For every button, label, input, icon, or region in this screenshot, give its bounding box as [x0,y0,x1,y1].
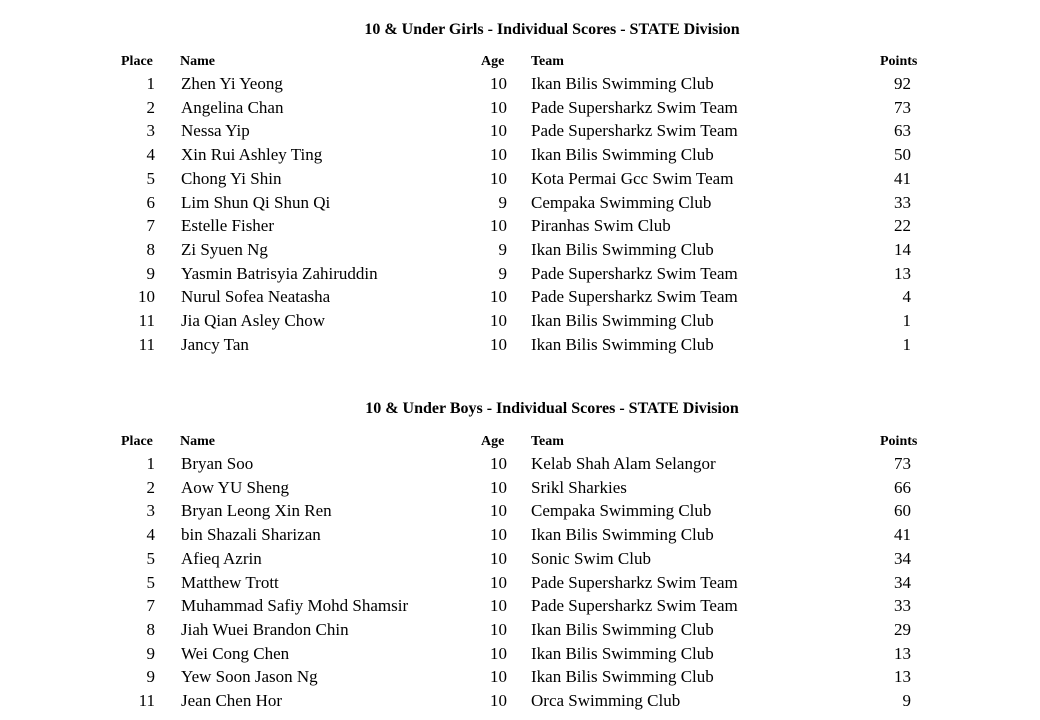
cell-name: Zi Syuen Ng [181,239,268,259]
cell-place: 7 [146,596,155,616]
cell-name: Bryan Leong Xin Ren [181,501,332,521]
cell-team: Ikan Bilis Swimming Club [531,667,714,687]
table-row [0,285,1040,309]
cell-points: 73 [894,97,911,117]
table-row [0,452,1040,476]
table-row [0,571,1040,595]
cell-team: Sonic Swim Club [531,548,651,568]
cell-name: Nurul Sofea Neatasha [181,287,331,307]
cell-name: Lim Shun Qi Shun Qi [181,192,331,212]
cell-points: 60 [894,501,911,521]
header-team: Team [531,434,564,449]
cell-age: 10 [490,477,507,497]
table-row [0,333,1040,357]
cell-place: 9 [146,643,155,663]
cell-points: 33 [894,192,911,212]
cell-team: Pade Supersharkz Swim Team [531,596,738,616]
cell-place: 3 [146,501,155,521]
header-place: Place [121,54,153,69]
table-row [0,238,1040,262]
cell-name: Aow YU Sheng [181,477,289,497]
cell-place: 1 [146,454,155,473]
cell-age: 10 [490,619,507,639]
table-row [0,96,1040,120]
cell-age: 10 [490,121,507,141]
cell-team: Cempaka Swimming Club [531,501,712,521]
cell-place: 2 [146,97,155,117]
cell-team: Kota Permai Gcc Swim Team [531,168,734,188]
table-row [0,72,1040,96]
cell-place: 9 [146,263,155,283]
cell-points: 13 [894,643,911,663]
section-title: 10 & Under Boys - Individual Scores - STATE Division [365,400,739,417]
cell-name: Yew Soon Jason Ng [181,667,318,687]
header-points: Points [880,434,918,449]
cell-points: 50 [894,145,911,165]
table-row [0,191,1040,215]
table-row [0,547,1040,571]
cell-points: 92 [894,74,911,93]
cell-place: 11 [138,334,155,354]
cell-age: 10 [490,287,507,307]
cell-points: 4 [902,287,911,307]
cell-team: Ikan Bilis Swimming Club [531,311,714,330]
cell-name: Wei Cong Chen [181,643,290,663]
cell-age: 10 [490,334,507,354]
header-name: Name [180,434,215,449]
cell-points: 34 [894,572,911,592]
cell-team: Kelab Shah Alam Selangor [531,454,716,473]
cell-team: Pade Supersharkz Swim Team [531,572,738,592]
cell-points: 14 [894,239,911,259]
cell-age: 9 [498,263,507,283]
header-age: Age [481,434,505,449]
cell-age: 10 [490,97,507,117]
cell-points: 34 [894,548,911,568]
header-age: Age [481,54,505,69]
cell-name: Bryan Soo [181,454,254,473]
cell-points: 33 [894,596,911,616]
cell-age: 10 [490,145,507,165]
table-row [0,523,1040,547]
cell-team: Cempaka Swimming Club [531,192,712,212]
cell-points: 66 [894,477,911,497]
header-team: Team [531,54,564,69]
cell-place: 5 [146,548,155,568]
table-row [0,262,1040,286]
cell-age: 10 [490,667,507,687]
cell-name: Jean Chen Hor [181,691,283,710]
cell-name: Matthew Trott [181,572,279,592]
table-row [0,642,1040,666]
cell-age: 10 [490,311,507,330]
cell-age: 10 [490,74,507,93]
table-row [0,618,1040,642]
cell-points: 63 [894,121,911,141]
table-row [0,119,1040,143]
cell-name: bin Shazali Sharizan [181,525,321,545]
cell-team: Pade Supersharkz Swim Team [531,287,738,307]
cell-age: 10 [490,643,507,663]
cell-name: Zhen Yi Yeong [181,74,283,93]
cell-name: Afieq Azrin [181,548,262,568]
table-row [0,689,1040,713]
cell-team: Ikan Bilis Swimming Club [531,239,714,259]
cell-age: 10 [490,691,507,710]
cell-name: Angelina Chan [181,97,284,117]
header-points: Points [880,54,918,69]
table-row [0,167,1040,191]
section-title: 10 & Under Girls - Individual Scores - STATE Division [364,21,740,38]
cell-age: 10 [490,548,507,568]
table-row [0,594,1040,618]
cell-age: 10 [490,454,507,473]
cell-points: 22 [894,216,911,236]
header-name: Name [180,54,215,69]
cell-place: 11 [138,311,155,330]
cell-age: 10 [490,501,507,521]
cell-place: 9 [146,667,155,687]
cell-team: Srikl Sharkies [531,477,627,497]
cell-age: 10 [490,168,507,188]
cell-team: Orca Swimming Club [531,691,681,710]
cell-age: 9 [498,192,507,212]
cell-place: 5 [146,572,155,592]
cell-place: 4 [146,145,155,165]
table-row [0,214,1040,238]
cell-points: 9 [902,691,911,710]
cell-place: 11 [138,691,155,710]
cell-name: Yasmin Batrisyia Zahiruddin [181,263,378,283]
cell-team: Ikan Bilis Swimming Club [531,74,714,93]
cell-place: 5 [146,168,155,188]
cell-name: Jiah Wuei Brandon Chin [181,619,349,639]
cell-name: Estelle Fisher [181,216,275,236]
cell-place: 10 [138,287,155,307]
cell-age: 10 [490,216,507,236]
cell-points: 13 [894,667,911,687]
cell-name: Nessa Yip [181,121,250,141]
cell-place: 3 [146,121,155,141]
cell-team: Pade Supersharkz Swim Team [531,121,738,141]
cell-age: 10 [490,596,507,616]
cell-points: 73 [894,454,911,473]
cell-age: 10 [490,525,507,545]
cell-age: 10 [490,572,507,592]
cell-team: Ikan Bilis Swimming Club [531,525,714,545]
cell-name: Muhammad Safiy Mohd Shamsir [181,596,409,616]
cell-place: 8 [146,239,155,259]
cell-team: Ikan Bilis Swimming Club [531,334,714,354]
table-row [0,309,1040,333]
cell-points: 1 [902,311,911,330]
cell-place: 7 [146,216,155,236]
cell-points: 13 [894,263,911,283]
cell-place: 6 [146,192,155,212]
cell-place: 2 [146,477,155,497]
cell-points: 29 [894,619,911,639]
table-row [0,476,1040,500]
cell-team: Ikan Bilis Swimming Club [531,619,714,639]
cell-team: Pade Supersharkz Swim Team [531,97,738,117]
table-row [0,665,1040,689]
table-row [0,143,1040,167]
cell-place: 8 [146,619,155,639]
cell-name: Jia Qian Asley Chow [181,311,326,330]
cell-team: Ikan Bilis Swimming Club [531,643,714,663]
cell-team: Piranhas Swim Club [531,216,671,236]
cell-name: Xin Rui Ashley Ting [181,145,323,165]
cell-age: 9 [498,239,507,259]
cell-place: 1 [146,74,155,93]
cell-points: 41 [894,168,911,188]
cell-points: 1 [902,334,911,354]
table-row [0,499,1040,523]
cell-team: Ikan Bilis Swimming Club [531,145,714,165]
cell-name: Jancy Tan [181,334,249,354]
header-place: Place [121,434,153,449]
cell-place: 4 [146,525,155,545]
cell-points: 41 [894,525,911,545]
cell-name: Chong Yi Shin [181,168,282,188]
cell-team: Pade Supersharkz Swim Team [531,263,738,283]
